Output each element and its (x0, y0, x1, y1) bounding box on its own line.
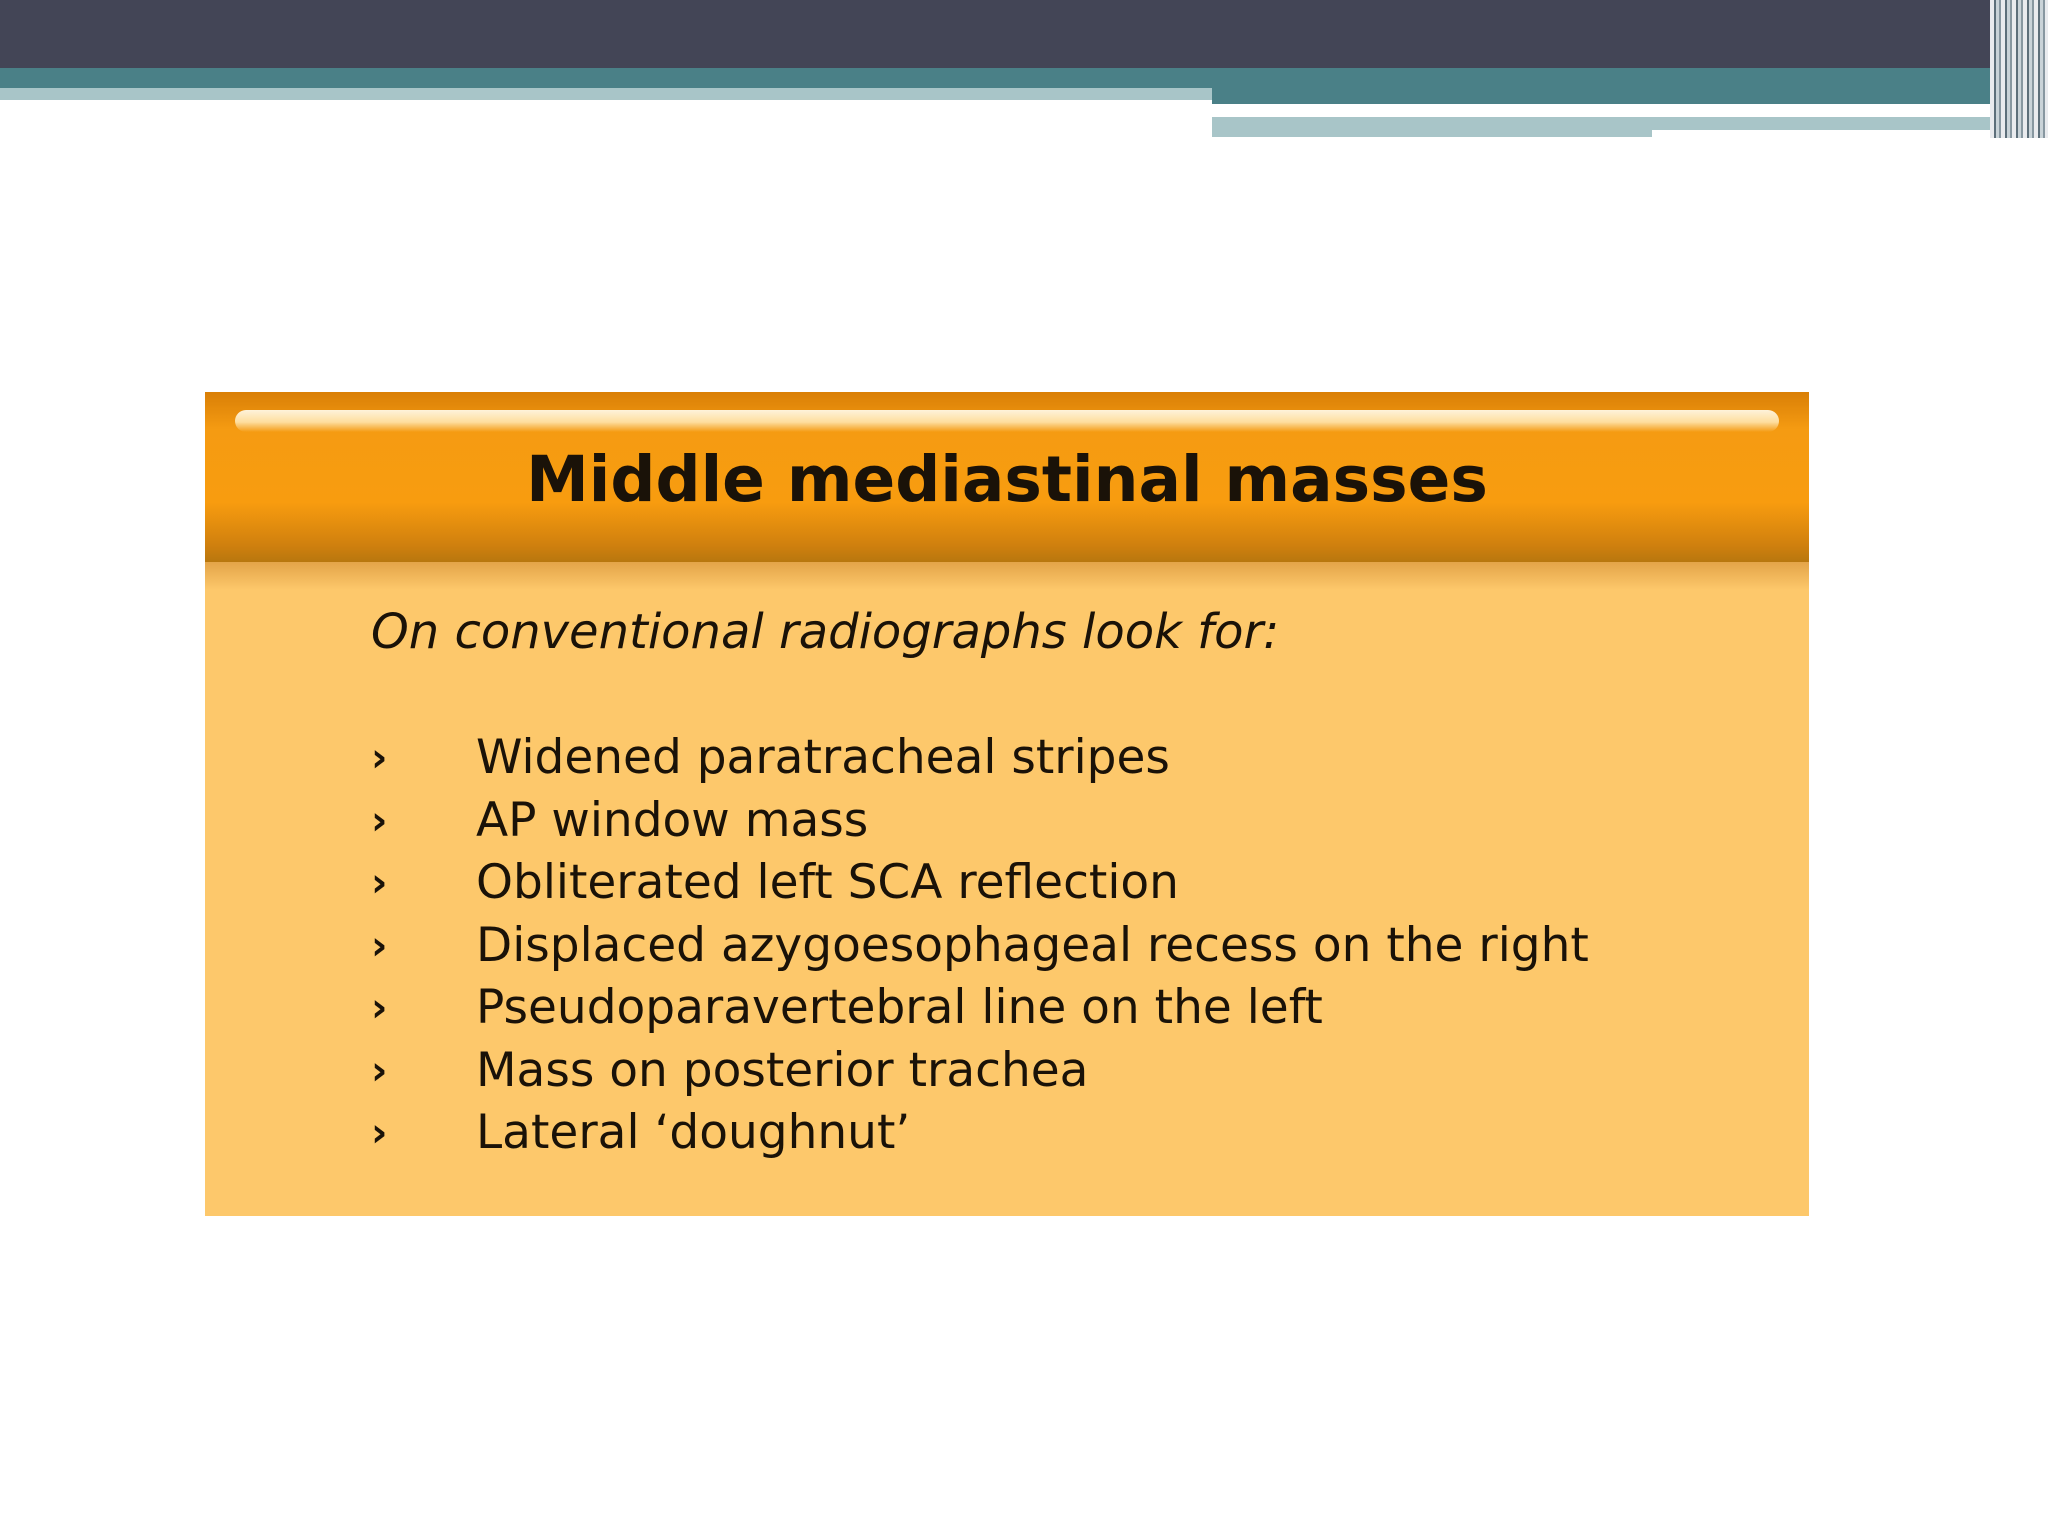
chevron-right-icon: › (371, 985, 388, 1031)
content-box (205, 392, 1809, 1216)
list-item-text: Mass on posterior trachea (476, 1042, 1089, 1098)
list-item-text: Lateral ‘doughnut’ (476, 1105, 911, 1160)
box-header-shine (235, 410, 1779, 432)
box-header-shadow (205, 562, 1809, 590)
header-bar-dark (0, 0, 2048, 68)
header-bar-teal (0, 68, 2010, 88)
list-item-text: Obliterated left SCA reflection (476, 855, 1179, 910)
list-item-text: AP window mass (476, 792, 869, 848)
chevron-right-icon: › (371, 1110, 388, 1156)
header-bar-teal-right (1212, 88, 2010, 104)
header-bar-white-notch (1652, 130, 2010, 138)
chevron-right-icon: › (371, 735, 388, 781)
chevron-right-icon: › (371, 860, 388, 906)
list-item-text: Pseudoparavertebral line on the left (476, 980, 1323, 1035)
chevron-right-icon: › (371, 922, 388, 969)
header-stripes-decoration (1990, 0, 2048, 138)
header-bar-light-left (0, 88, 1212, 100)
chevron-right-icon: › (371, 797, 388, 844)
box-title: Middle mediastinal masses (526, 443, 1488, 516)
box-header (205, 392, 1809, 562)
chevron-right-icon: › (371, 1047, 388, 1094)
header-bar-white-line (1212, 110, 1897, 117)
box-subtitle: On conventional radiographs look for: (371, 604, 1280, 660)
list-item-text: Displaced azygoesophageal recess on the right (476, 917, 1589, 973)
list-item-text: Widened paratracheal stripes (476, 730, 1170, 785)
